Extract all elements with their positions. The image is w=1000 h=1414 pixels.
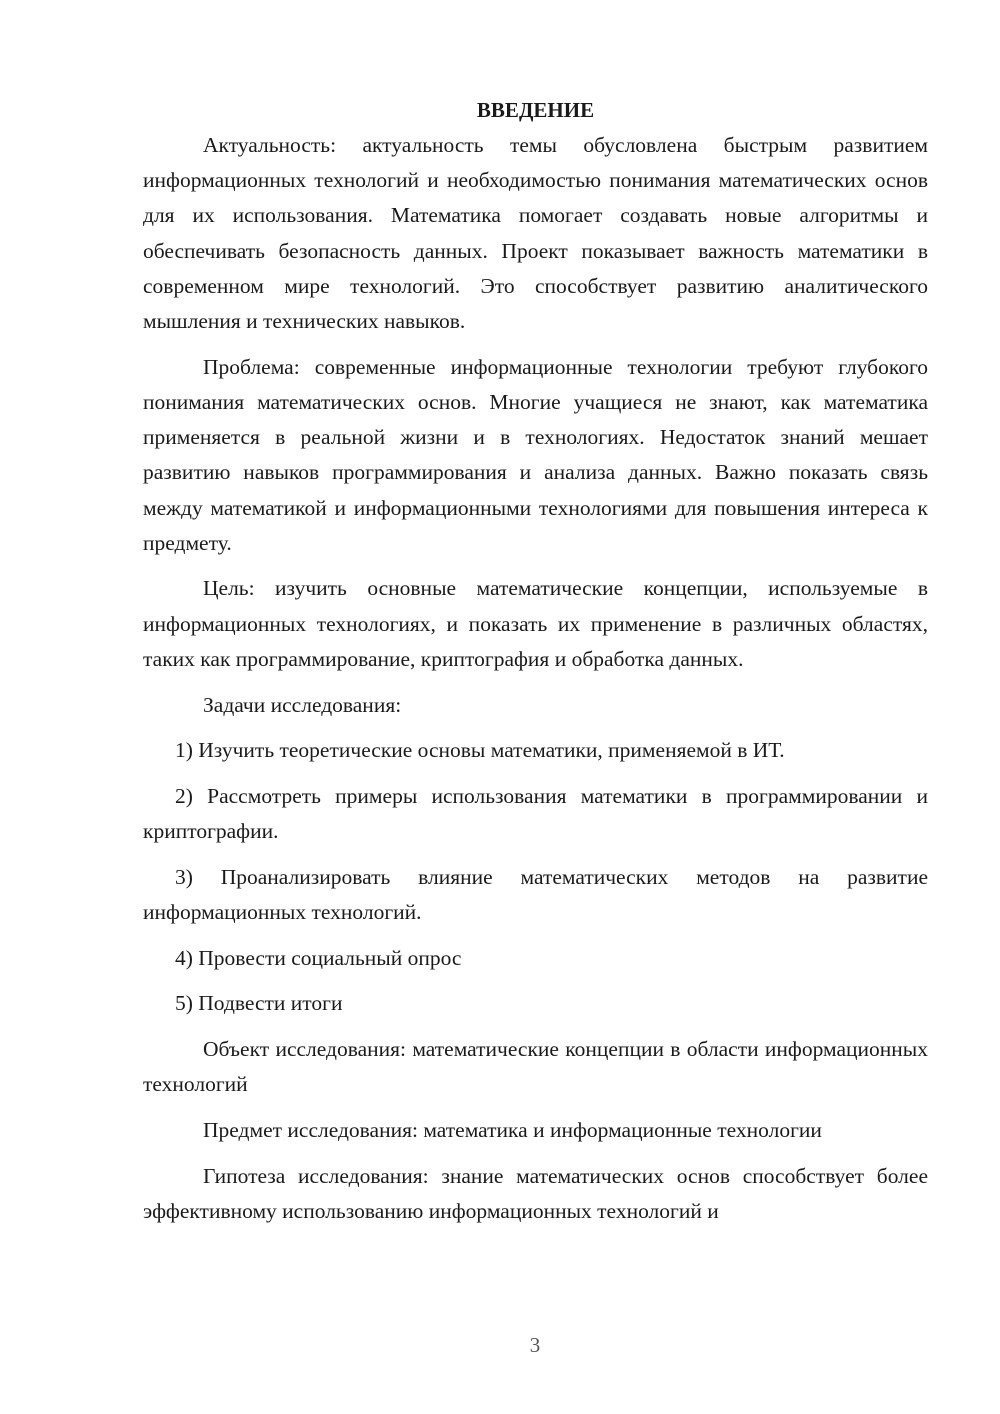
subject-paragraph: Предмет исследования: математика и информационные технологии (203, 1118, 822, 1143)
hypothesis-paragraph: Гипотеза исследования: знание математических основ способствует более эффективному использованию информационных технологий и (143, 1163, 928, 1223)
document-page (143, 93, 928, 1240)
problem-paragraph: Проблема: современные информационные технологии требуют глубокого понимания математических основ. Многие учащиеся не знают, как математика применяется в реальной жизни и в технологиях. Недостаток знаний мешает развитию навыков программирования и анализа данных. Важно показать связь между математикой и информационными технологиями для повышения интереса к предмету. (143, 354, 928, 555)
goal-paragraph: Цель: изучить основные математические концепции, используемые в информационных технологиях, и показать их применение в различных областях, таких как программирование, криптография и обработка данных. (143, 576, 928, 671)
task-item-2: 2) Рассмотреть примеры использования математики в программировании и криптографии. (143, 783, 928, 844)
task-item-3: 3) Проанализировать влияние математических методов на развитие информационных технологий. (143, 864, 928, 925)
task-item-5: 5) Подвести итоги (175, 991, 343, 1016)
task-item-4: 4) Провести социальный опрос (175, 945, 462, 970)
tasks-heading: Задачи исследования: (203, 692, 402, 717)
object-paragraph: Объект исследования: математические концепции в области информационных технологий (143, 1037, 928, 1097)
relevance-paragraph: Актуальность: актуальность темы обусловлена быстрым развитием информационных технологий и необходимостью понимания математических основ для их использования. Математика помогает создавать новые алгоритмы и обеспечивать безопасность данных. Проект показывает важность математики в современном мире технологий. Это способствует развитию аналитического мышления и технических навыков. (143, 133, 928, 334)
page-number: 3 (529, 1333, 541, 1357)
task-item-1: 1) Изучить теоретические основы математики, применяемой в ИТ. (175, 738, 785, 763)
section-heading: ВВЕДЕНИЕ (476, 98, 595, 122)
